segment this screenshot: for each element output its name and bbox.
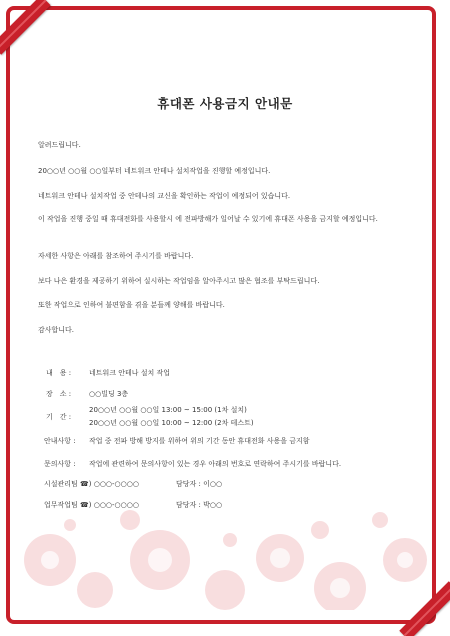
paragraph-schedule: 20○○년 ○○월 ○○일부터 네트워크 안테나 설치작업을 진행할 예정입니다. (38, 167, 271, 175)
contact-team-2: 업무작업팀 ☎) ○○○-○○○○ (44, 501, 139, 509)
closing-text: 감사합니다. (38, 326, 75, 334)
contact-person-2: 담당자 : 박○○ (176, 501, 223, 509)
contact-team-1: 시설관리팀 ☎) ○○○-○○○○ (44, 480, 139, 488)
period-line-2: 20○○년 ○○월 ○○일 10:00 ~ 12:00 (2차 테스트) (89, 419, 254, 427)
paragraph-ban: 이 작업을 진행 중일 때 휴대전화를 사용할시 에 전파방해가 일어날 수 있기에 휴대폰 사용을 금지할 예정입니다. (38, 215, 378, 223)
content-label: 내 용 : (46, 369, 72, 377)
period-line-1: 20○○년 ○○월 ○○일 13:00 ~ 15:00 (1차 설치) (89, 406, 247, 414)
contact-person-1: 담당자 : 이○○ (176, 480, 223, 488)
greeting-text: 알려드립니다. (38, 141, 81, 149)
paragraph-refer: 자세한 사항은 아래를 참조하여 주시기를 바랍니다. (38, 252, 194, 260)
inquiry-value: 작업에 관련하여 문의사항이 있는 경우 아래의 번호로 연락하여 주시기를 바랍니다. (89, 460, 342, 468)
guide-label: 안내사항 : (44, 437, 76, 445)
guide-value: 작업 중 전파 방해 방지를 위하여 위의 기간 동안 휴대전화 사용을 금지함 (89, 437, 310, 445)
place-label: 장 소 : (46, 390, 72, 398)
place-value: ○○빌딩 3층 (89, 390, 129, 398)
paragraph-apology: 또한 작업으로 인하여 불편함을 겪을 분들께 양해를 바랍니다. (38, 301, 225, 309)
paragraph-cooperation: 보다 나은 환경을 제공하기 위하여 실시하는 작업임을 알아주시고 많은 협조를 부탁드립니다. (38, 277, 320, 285)
paragraph-work: 네트워크 안테나 설치작업 중 안테나의 교신을 확인하는 작업이 예정되어 있습니다. (38, 192, 291, 200)
page-title: 휴대폰 사용금지 안내문 (157, 96, 293, 111)
content-value: 네트워크 안테나 설치 작업 (89, 369, 171, 377)
inquiry-label: 문의사항 : (44, 460, 76, 468)
period-label: 기 간 : (46, 413, 72, 421)
